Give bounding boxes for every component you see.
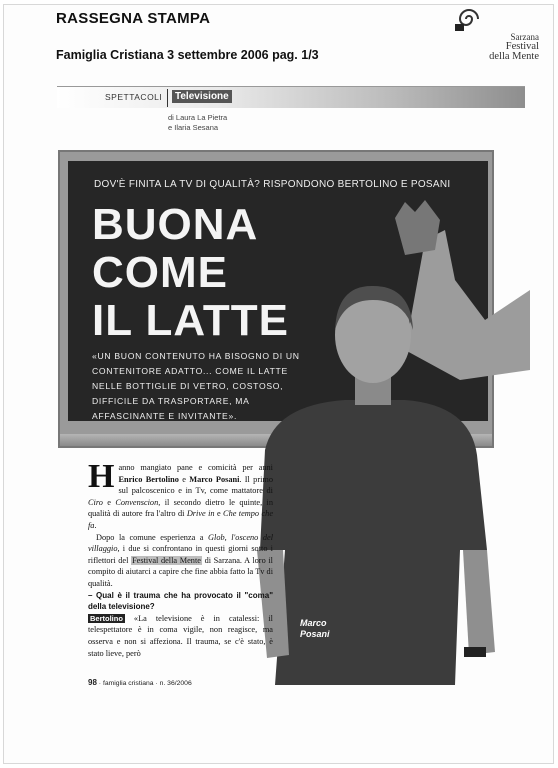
raised-hand — [395, 200, 440, 255]
page-footer — [88, 678, 192, 687]
byline-line-1: di Laura La Pietra — [168, 113, 228, 122]
headline-line-3: IL LATTE — [92, 296, 290, 345]
section-label-left: SPETTACOLI — [105, 92, 163, 102]
speaker-tag: Bertolino — [90, 613, 123, 623]
header-source-line: Famiglia Cristiana 3 settembre 2006 pag. 1/3 — [56, 48, 319, 62]
drop-cap: H — [88, 458, 115, 495]
section-label-right: Televisione — [172, 90, 232, 103]
section-bar — [57, 86, 525, 108]
paragraph-2: Dopo la comune esperienza a Glob, l'osceno del villaggio, i due si confrontano in questi giorni sotto i riflettori del Festival della Mente di Sarzana. A loro il compito di aiutarci a capire che fine abbia fatto la Tv di qualità. — [88, 532, 273, 588]
festival-logo — [445, 6, 545, 62]
festival-highlight: Festival della Mente — [132, 555, 201, 565]
headline-line-1: BUONA — [92, 200, 259, 249]
portrait-photo — [255, 200, 555, 690]
name-posani: Marco Posani — [189, 474, 240, 484]
photo-caption — [300, 618, 330, 640]
name-bertolino: Enrico Bertolino — [118, 474, 179, 484]
logo-line-1: Sarzana — [510, 32, 539, 42]
logo-text — [489, 32, 539, 62]
logo-line-2: Festival — [505, 41, 539, 52]
paragraph-1: Hanno mangiato pane e comicità per anni Enrico Bertolino e Marco Posani. Il primo sul palcoscenico e in Tv, come mattatore di Ciro e Convenscion, il secondo dietro le quinte, in qualità di autore fra l'altro di Drive in e Che tempo che fa. — [88, 458, 273, 530]
caption-line-1: Marco — [300, 618, 327, 628]
logo-line-3: della Mente — [489, 51, 539, 62]
byline-line-2: e Ilaria Sesana — [168, 123, 219, 132]
spiral-logo-icon — [455, 6, 483, 32]
publication-info: · famiglia cristiana · n. 36/2006 — [98, 680, 192, 687]
section-divider — [167, 89, 168, 107]
kicker: DOV'È FINITA LA TV DI QUALITÀ? RISPONDONO BERTOLINO E POSANI — [94, 179, 451, 190]
page-number: 98 — [88, 678, 97, 687]
pull-quote: «UN BUON CONTENUTO HA BISOGNO DI UN CONTENITORE ADATTO... COME IL LATTE NELLE BOTTIGLIE DI VETRO, COSTOSO, DIFFICILE DA TRASPORTARE, MA AFFASCINANTE E INVITANTE». — [92, 351, 300, 421]
byline — [168, 113, 227, 133]
caption-line-2: Posani — [300, 629, 330, 639]
interview-question: – Qual è il trauma che ha provocato il "coma" della televisione? — [88, 590, 273, 612]
headline-line-2: COME — [92, 248, 228, 297]
raised-arm — [405, 230, 530, 380]
wristwatch — [464, 647, 486, 657]
header-title: RASSEGNA STAMPA — [56, 10, 211, 27]
right-arm — [463, 550, 495, 655]
interview-answer: Bertolino «La televisione è in catalessi: il telespettatore è in coma vigile, non reagisce, ma osserva e non si affeziona. Il trauma, se c'è stato, è stato lieve, però — [88, 613, 273, 658]
t-shirt — [260, 400, 487, 685]
article-body — [88, 458, 273, 659]
